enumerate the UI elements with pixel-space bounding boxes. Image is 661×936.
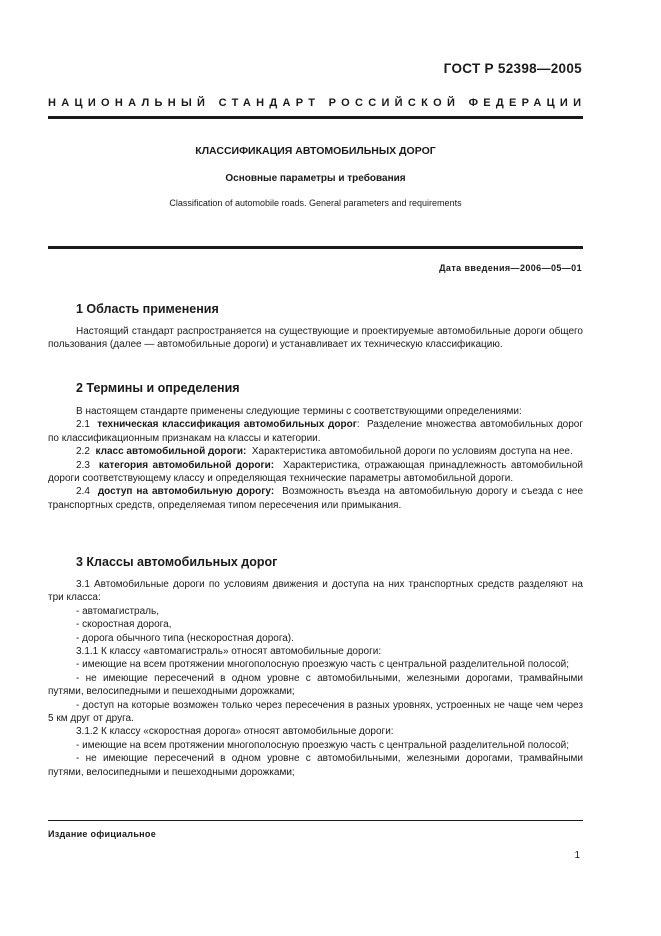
- top-divider: [48, 116, 583, 119]
- term-item: [48, 459, 583, 486]
- term-name: категория автомобильной дороги:: [98, 459, 275, 471]
- term-item: [48, 485, 583, 512]
- document-subtitle: Основные параметры и требования: [225, 173, 406, 184]
- expressway-criterion: - не имеющие пересечений в одном уровне с автомобильными, железными дорогами, трамвайными путями, велосипедными и пешеходными дорожками;: [48, 753, 583, 778]
- class-item: - автомагистраль,: [76, 605, 159, 617]
- scope-paragraph: Настоящий стандарт распространяется на существующие и проектируемые автомобильные дороги общего пользования (далее — автомобильные дороги) и устанавливает их техническую классификацию.: [48, 326, 583, 351]
- terms-intro: В настоящем стандарте применены следующие термины с соответствующими определениями:: [76, 406, 522, 417]
- section-1-heading: 1 Область применения: [76, 302, 219, 316]
- term-item: [48, 445, 583, 458]
- section-2-body: [48, 405, 583, 512]
- document-number: ГОСТ Р 52398—2005: [443, 61, 582, 76]
- section-3-body: [48, 578, 583, 779]
- expressway-criterion: - имеющие на всем протяжении многополосную проезжую часть с центральной разделительной полосой;: [76, 739, 570, 751]
- term-definition: Характеристика, отражающая принадлежность автомобильной дороги соответствующему классу и определяющая технические параметры автомобильной дороги.: [48, 459, 584, 485]
- term-number: 2.1: [76, 419, 90, 431]
- term-name: доступ на автомобильную дорогу:: [97, 486, 275, 498]
- document-title-english: Classification of automobile roads. General parameters and requirements: [169, 198, 462, 208]
- term-name: техническая классификация автомобильных дорог: [97, 419, 357, 431]
- motorway-criterion: - доступ на которые возможен только через пересечения в разных уровнях, устроенных не чаще чем через 5 км друг от друга.: [48, 699, 583, 725]
- section-2-heading: 2 Термины и определения: [76, 381, 240, 395]
- national-standard-banner: НАЦИОНАЛЬНЫЙ СТАНДАРТ РОССИЙСКОЙ ФЕДЕРАЦИИ: [48, 97, 587, 109]
- term-definition: Характеристика автомобильной дороги по условиям доступа на нее.: [251, 446, 573, 458]
- class-item: - скоростная дорога,: [76, 619, 172, 631]
- term-item: 2.1 техническая классификация автомобильных дорог: Разделение множества автомобильных дорог по классификационным признакам на классы и категории.: [48, 419, 583, 444]
- motorway-criterion: - не имеющие пересечений в одном уровне с автомобильными, железными дорогами, трамвайными путями, велосипедными и пешеходными дорожками;: [48, 672, 583, 698]
- footer-divider: [48, 820, 583, 821]
- section-3-heading: 3 Классы автомобильных дорог: [76, 555, 278, 569]
- section-1-body: [48, 325, 583, 352]
- expressway-class-intro: 3.1.2 К классу «скоростная дорога» относят автомобильные дороги:: [76, 726, 394, 738]
- page-number: 1: [574, 850, 580, 861]
- motorway-criterion: - имеющие на всем протяжении многополосную проезжую часть с центральной разделительной полосой;: [76, 659, 570, 671]
- term-name: класс автомобильной дороги:: [95, 446, 247, 458]
- term-number: 2.2: [76, 446, 90, 458]
- document-title: КЛАССИФИКАЦИЯ АВТОМОБИЛЬНЫХ ДОРОГ: [195, 145, 436, 157]
- term-number: 2.3: [76, 459, 90, 471]
- term-number: 2.4: [76, 486, 90, 498]
- class-item: - дорога обычного типа (нескоростная дорога).: [76, 632, 294, 644]
- motorway-class-intro: 3.1.1 К классу «автомагистраль» относят автомобильные дороги:: [76, 646, 382, 658]
- official-edition-label: Издание официальное: [48, 829, 157, 839]
- introduction-date: Дата введения—2006—05—01: [439, 263, 582, 273]
- term-definition: Возможность въезда на автомобильную дорогу и съезда с нее транспортных средств, определяемая типом пересечения или примыкания.: [48, 486, 584, 511]
- term-definition: Разделение множества автомобильных дорог по классификационным признакам на классы и категории.: [48, 419, 583, 444]
- title-divider: [48, 246, 583, 249]
- classes-intro: 3.1 Автомобильные дороги по условиям движения и доступа на них транспортных средств разделяют на три класса:: [48, 579, 583, 604]
